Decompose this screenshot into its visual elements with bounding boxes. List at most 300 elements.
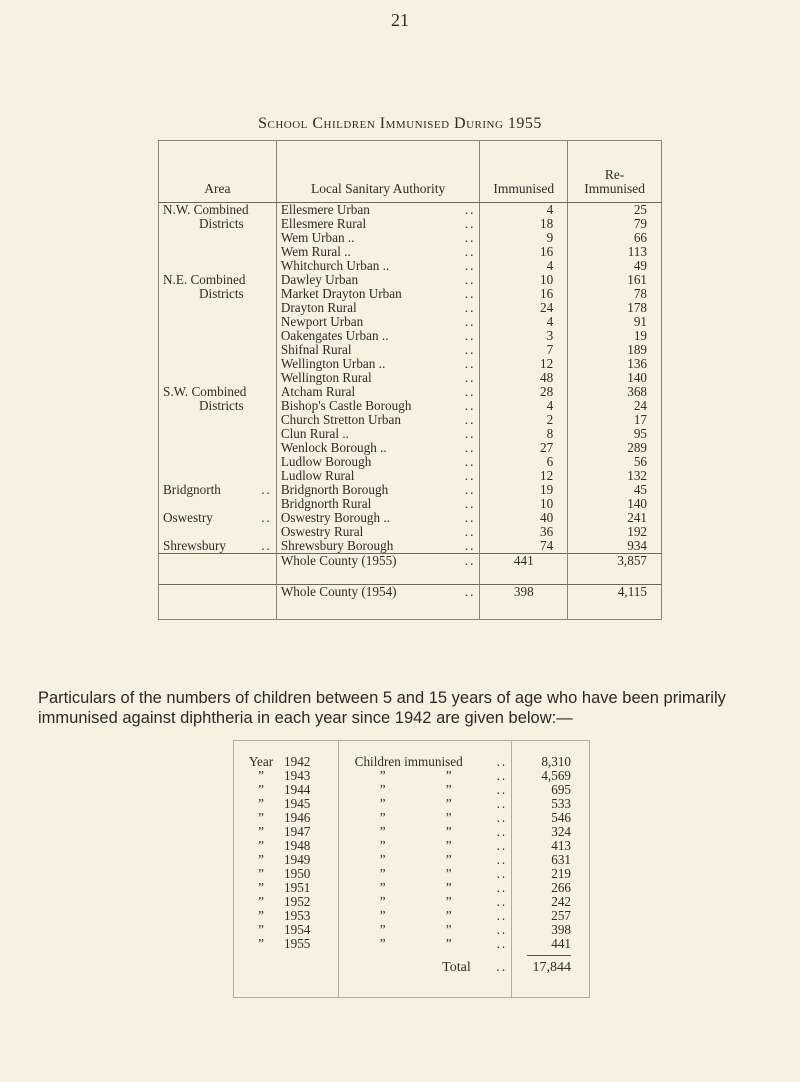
header-reimmunised-line1: Re- [604, 167, 625, 182]
total-label-cell [276, 585, 480, 620]
table-row [159, 385, 662, 399]
authority-name: Dawley Urban [280, 272, 359, 287]
authority-cell [276, 231, 480, 245]
immunised-cell: 4 [480, 315, 568, 329]
ditto-mark: ” [445, 782, 452, 797]
area-cell [159, 469, 277, 483]
total-reimmunised: 4,115 [568, 585, 662, 620]
total-label-cell [276, 554, 480, 585]
leader-dots: .. [464, 510, 476, 525]
year-row [234, 811, 590, 825]
count-cell: 8,310 [512, 755, 590, 769]
reimmunised-cell: 66 [568, 231, 662, 245]
area-cell [159, 539, 277, 554]
count-cell: 324 [512, 825, 590, 839]
authority-cell [276, 273, 480, 287]
authority-cell [276, 399, 480, 413]
authority-cell [276, 525, 480, 539]
authority-name: Oswestry Borough .. [280, 510, 390, 525]
ditto-mark: ” [445, 922, 452, 937]
year-cell [234, 909, 339, 923]
table-row [159, 329, 662, 343]
year-row [234, 937, 590, 951]
authority-cell [276, 315, 480, 329]
year-row [234, 839, 590, 853]
authority-name: Bridgnorth Rural [280, 496, 372, 511]
area-name: N.W. Combined [163, 202, 249, 217]
reimmunised-cell: 49 [568, 259, 662, 273]
ditto-mark: ” [258, 838, 264, 853]
area-cell [159, 301, 277, 315]
immunised-cell: 19 [480, 483, 568, 497]
authority-name: Newport Urban [280, 314, 364, 329]
area-cell [159, 329, 277, 343]
table-heading: School Children Immunised During 1955 [258, 115, 542, 132]
authority-cell [276, 469, 480, 483]
reimmunised-cell: 56 [568, 455, 662, 469]
immunised-cell: 36 [480, 525, 568, 539]
label-cell [338, 769, 512, 783]
immunised-cell: 24 [480, 301, 568, 315]
year-value: 1951 [284, 880, 311, 895]
authority-name: Wellington Urban .. [280, 356, 386, 371]
leader-dots: .. [464, 244, 476, 259]
table-row [159, 469, 662, 483]
authority-cell [276, 259, 480, 273]
authority-name: Clun Rural .. [280, 426, 349, 441]
authority-cell [276, 427, 480, 441]
ditto-mark: ” [258, 768, 264, 783]
authority-name: Whitchurch Urban .. [280, 258, 390, 273]
reimmunised-cell: 132 [568, 469, 662, 483]
immunised-cell: 6 [480, 455, 568, 469]
area-cell [159, 399, 277, 413]
label-cell [338, 867, 512, 881]
immunised-cell: 4 [480, 203, 568, 218]
empty-cell [159, 554, 277, 585]
leader-dots: .. [464, 258, 476, 273]
total-label: Total [442, 960, 471, 975]
ditto-mark: ” [379, 810, 386, 825]
table-row [159, 399, 662, 413]
leader-dots: .. [464, 384, 476, 399]
year-row [234, 755, 590, 769]
leader-dots: .. [496, 908, 508, 923]
reimmunised-cell: 289 [568, 441, 662, 455]
ditto-mark: ” [258, 782, 264, 797]
year-cell [234, 769, 339, 783]
authority-name: Ellesmere Urban [280, 202, 370, 217]
leader-dots: .. [464, 412, 476, 427]
leader-dots: .. [464, 482, 476, 497]
ditto-mark: ” [258, 796, 264, 811]
leader-dots: .. [496, 880, 508, 895]
reimmunised-cell: 17 [568, 413, 662, 427]
immunised-cell: 4 [480, 259, 568, 273]
immunised-cell: 16 [480, 245, 568, 259]
year-value: 1954 [284, 922, 311, 937]
authority-name: Market Drayton Urban [280, 286, 402, 301]
area-cell [159, 385, 277, 399]
count-cell: 546 [512, 811, 590, 825]
leader-dots: .. [496, 894, 508, 909]
children-immunised-label: Children immunised [354, 754, 463, 769]
leader-dots: .. [496, 852, 508, 867]
area-cell [159, 315, 277, 329]
year-value: 1945 [284, 796, 311, 811]
ditto-mark: ” [445, 810, 452, 825]
area-name: Oswestry [163, 510, 213, 525]
area-cell [159, 245, 277, 259]
reimmunised-cell: 136 [568, 357, 662, 371]
year-cell [234, 783, 339, 797]
ditto-mark: ” [258, 866, 264, 881]
total-label: Whole County (1954) [280, 584, 397, 599]
reimmunised-cell: 189 [568, 343, 662, 357]
total-reimmunised: 3,857 [568, 554, 662, 585]
authority-name: Ludlow Rural [280, 468, 355, 483]
empty-cell [234, 951, 339, 998]
area-cell [159, 203, 277, 218]
yearly-table [233, 740, 590, 998]
leader-dots: .. [464, 538, 476, 553]
header-area: Area [159, 141, 277, 203]
immunisation-table [158, 140, 662, 620]
year-row [234, 825, 590, 839]
total-immunised: 441 [480, 554, 568, 585]
immunised-cell: 7 [480, 343, 568, 357]
year-row [234, 909, 590, 923]
label-cell [338, 881, 512, 895]
leader-dots: .. [496, 768, 508, 783]
area-name: S.W. Combined [163, 384, 247, 399]
header-immunised: Immunised [480, 141, 568, 203]
immunised-cell: 10 [480, 273, 568, 287]
leader-dots: .. [464, 370, 476, 385]
authority-name: Drayton Rural [280, 300, 357, 315]
year-value: 1953 [284, 908, 311, 923]
leader-dots: .. [464, 398, 476, 413]
area-cell [159, 343, 277, 357]
area-cell [159, 231, 277, 245]
authority-cell [276, 287, 480, 301]
authority-name: Bishop's Castle Borough [280, 398, 412, 413]
table-row [159, 287, 662, 301]
total-label: Whole County (1955) [280, 553, 397, 568]
table-row [159, 357, 662, 371]
area-cell [159, 511, 277, 525]
table-row [159, 301, 662, 315]
leader-dots: .. [464, 328, 476, 343]
authority-cell [276, 413, 480, 427]
reimmunised-cell: 79 [568, 217, 662, 231]
count-cell: 631 [512, 853, 590, 867]
immunised-cell: 74 [480, 539, 568, 554]
year-value: 1948 [284, 838, 311, 853]
authority-cell [276, 343, 480, 357]
leader-dots: .. [464, 314, 476, 329]
ditto-mark: ” [379, 880, 386, 895]
ditto-mark: ” [379, 796, 386, 811]
immunised-cell: 40 [480, 511, 568, 525]
area-name: N.E. Combined [163, 272, 246, 287]
ditto-mark: ” [445, 908, 452, 923]
immunised-cell: 2 [480, 413, 568, 427]
table-row [159, 259, 662, 273]
year-value: 1952 [284, 894, 311, 909]
authority-cell [276, 511, 480, 525]
total-value: 17,844 [512, 951, 590, 998]
reimmunised-cell: 241 [568, 511, 662, 525]
ditto-mark: ” [258, 880, 264, 895]
reimmunised-cell: 368 [568, 385, 662, 399]
authority-cell [276, 245, 480, 259]
table-row [159, 427, 662, 441]
year-row [234, 923, 590, 937]
paragraph: Particulars of the numbers of children between 5 and 15 years of age who have been primarily immunised against diphtheria in each year since 1942 are given below:— [38, 689, 726, 727]
leader-dots: .. [496, 810, 508, 825]
year-value: 1946 [284, 810, 311, 825]
year-row [234, 853, 590, 867]
leader-dots: .. [464, 342, 476, 357]
spacer-row [234, 741, 590, 756]
year-cell [234, 797, 339, 811]
count-cell: 219 [512, 867, 590, 881]
header-reimmunised [568, 141, 662, 203]
authority-name: Bridgnorth Borough [280, 482, 389, 497]
leader-dots: .. [464, 468, 476, 483]
authority-cell [276, 441, 480, 455]
ditto-mark: ” [379, 768, 386, 783]
leader-dots: .. [496, 782, 508, 797]
reimmunised-cell: 78 [568, 287, 662, 301]
area-cell [159, 273, 277, 287]
year-cell [234, 839, 339, 853]
area-cell [159, 413, 277, 427]
table-row [159, 371, 662, 385]
year-cell [234, 895, 339, 909]
authority-name: Shifnal Rural [280, 342, 352, 357]
leader-dots: .. [464, 300, 476, 315]
authority-name: Shrewsbury Borough [280, 538, 394, 553]
immunised-cell: 27 [480, 441, 568, 455]
area-cell [159, 427, 277, 441]
count-cell: 4,569 [512, 769, 590, 783]
area-cell [159, 371, 277, 385]
label-cell [338, 923, 512, 937]
area-name-line2: Districts [199, 216, 244, 231]
year-value: 1944 [284, 782, 311, 797]
authority-cell [276, 301, 480, 315]
year-row [234, 895, 590, 909]
count-cell: 398 [512, 923, 590, 937]
count-cell: 533 [512, 797, 590, 811]
page-number: 21 [391, 10, 409, 30]
authority-name: Atcham Rural [280, 384, 356, 399]
leader-dots: .. [496, 866, 508, 881]
immunised-cell: 4 [480, 399, 568, 413]
table-row [159, 217, 662, 231]
leader-dots: .. [464, 426, 476, 441]
area-name: Shrewsbury [163, 538, 227, 553]
authority-cell [276, 357, 480, 371]
leader-dots: .. [464, 286, 476, 301]
leader-dots: .. [464, 440, 476, 455]
label-cell [338, 797, 512, 811]
ditto-mark: ” [445, 796, 452, 811]
leader-dots: .. [464, 230, 476, 245]
table-row [159, 483, 662, 497]
immunised-cell: 28 [480, 385, 568, 399]
year-cell [234, 867, 339, 881]
leader-dots: .. [464, 584, 476, 599]
reimmunised-cell: 19 [568, 329, 662, 343]
leader-dots: .. [261, 482, 272, 497]
ditto-mark: ” [379, 838, 386, 853]
year-cell [234, 881, 339, 895]
label-cell [338, 853, 512, 867]
year-cell [234, 853, 339, 867]
ditto-mark: ” [445, 838, 452, 853]
label-cell [338, 909, 512, 923]
ditto-mark: ” [379, 866, 386, 881]
count-cell: 266 [512, 881, 590, 895]
ditto-mark: ” [379, 824, 386, 839]
immunised-cell: 12 [480, 469, 568, 483]
area-name: Bridgnorth [163, 482, 221, 497]
ditto-mark: ” [258, 922, 264, 937]
label-cell [338, 755, 512, 769]
count-cell: 242 [512, 895, 590, 909]
authority-name: Oakengates Urban .. [280, 328, 389, 343]
authority-cell [276, 539, 480, 554]
reimmunised-cell: 45 [568, 483, 662, 497]
total-row [159, 585, 662, 620]
ditto-mark: ” [379, 782, 386, 797]
authority-cell [276, 371, 480, 385]
leader-dots: .. [261, 538, 272, 553]
leader-dots: .. [464, 454, 476, 469]
area-cell [159, 259, 277, 273]
table-row [159, 203, 662, 218]
authority-name: Ludlow Borough [280, 454, 372, 469]
area-cell [159, 525, 277, 539]
leader-dots: .. [464, 496, 476, 511]
immunised-cell: 16 [480, 287, 568, 301]
year-row [234, 867, 590, 881]
authority-cell [276, 217, 480, 231]
year-cell [234, 937, 339, 951]
label-cell [338, 811, 512, 825]
count-cell: 441 [512, 937, 590, 951]
leader-dots: .. [464, 202, 476, 217]
year-cell [234, 755, 339, 769]
year-cell [234, 825, 339, 839]
ditto-mark: ” [445, 894, 452, 909]
count-cell: 413 [512, 839, 590, 853]
immunised-cell: 48 [480, 371, 568, 385]
area-cell [159, 357, 277, 371]
year-value: 1955 [284, 936, 311, 951]
table-row [159, 413, 662, 427]
leader-dots: .. [464, 524, 476, 539]
ditto-mark: ” [445, 824, 452, 839]
table-row [159, 511, 662, 525]
immunised-cell: 10 [480, 497, 568, 511]
ditto-mark: ” [258, 908, 264, 923]
authority-name: Oswestry Rural [280, 524, 364, 539]
area-name-line2: Districts [199, 398, 244, 413]
ditto-mark: ” [445, 768, 452, 783]
authority-name: Wenlock Borough .. [280, 440, 387, 455]
year-value: 1943 [284, 768, 311, 783]
ditto-mark: ” [258, 894, 264, 909]
count-cell: 695 [512, 783, 590, 797]
table-row [159, 539, 662, 554]
ditto-mark: ” [445, 852, 452, 867]
year-label: Year [248, 754, 274, 769]
leader-dots: .. [464, 553, 476, 568]
label-cell [338, 937, 512, 951]
table-row [159, 455, 662, 469]
ditto-mark: ” [445, 936, 452, 951]
reimmunised-cell: 161 [568, 273, 662, 287]
year-value: 1949 [284, 852, 311, 867]
table-row [159, 343, 662, 357]
year-row [234, 783, 590, 797]
area-cell [159, 287, 277, 301]
immunised-cell: 9 [480, 231, 568, 245]
area-cell [159, 483, 277, 497]
reimmunised-cell: 178 [568, 301, 662, 315]
table-row [159, 245, 662, 259]
authority-cell [276, 329, 480, 343]
table-row [159, 441, 662, 455]
total-row [234, 951, 590, 998]
area-cell [159, 441, 277, 455]
year-cell [234, 923, 339, 937]
area-name-line2: Districts [199, 286, 244, 301]
reimmunised-cell: 91 [568, 315, 662, 329]
ditto-mark: ” [379, 894, 386, 909]
label-cell [338, 825, 512, 839]
total-row [159, 554, 662, 585]
year-value: 1950 [284, 866, 311, 881]
year-cell [234, 811, 339, 825]
immunised-cell: 12 [480, 357, 568, 371]
immunised-cell: 8 [480, 427, 568, 441]
leader-dots: .. [464, 356, 476, 371]
leader-dots: .. [261, 510, 272, 525]
reimmunised-cell: 25 [568, 203, 662, 218]
authority-cell [276, 455, 480, 469]
authority-cell [276, 385, 480, 399]
ditto-mark: ” [258, 852, 264, 867]
table-row [159, 315, 662, 329]
authority-name: Wellington Rural [280, 370, 372, 385]
area-cell [159, 455, 277, 469]
area-cell [159, 217, 277, 231]
label-cell [338, 783, 512, 797]
reimmunised-cell: 24 [568, 399, 662, 413]
ditto-mark: ” [258, 936, 264, 951]
authority-cell [276, 203, 480, 218]
label-cell [338, 895, 512, 909]
leader-dots: .. [496, 922, 508, 937]
leader-dots: .. [464, 272, 476, 287]
authority-cell [276, 497, 480, 511]
reimmunised-cell: 192 [568, 525, 662, 539]
